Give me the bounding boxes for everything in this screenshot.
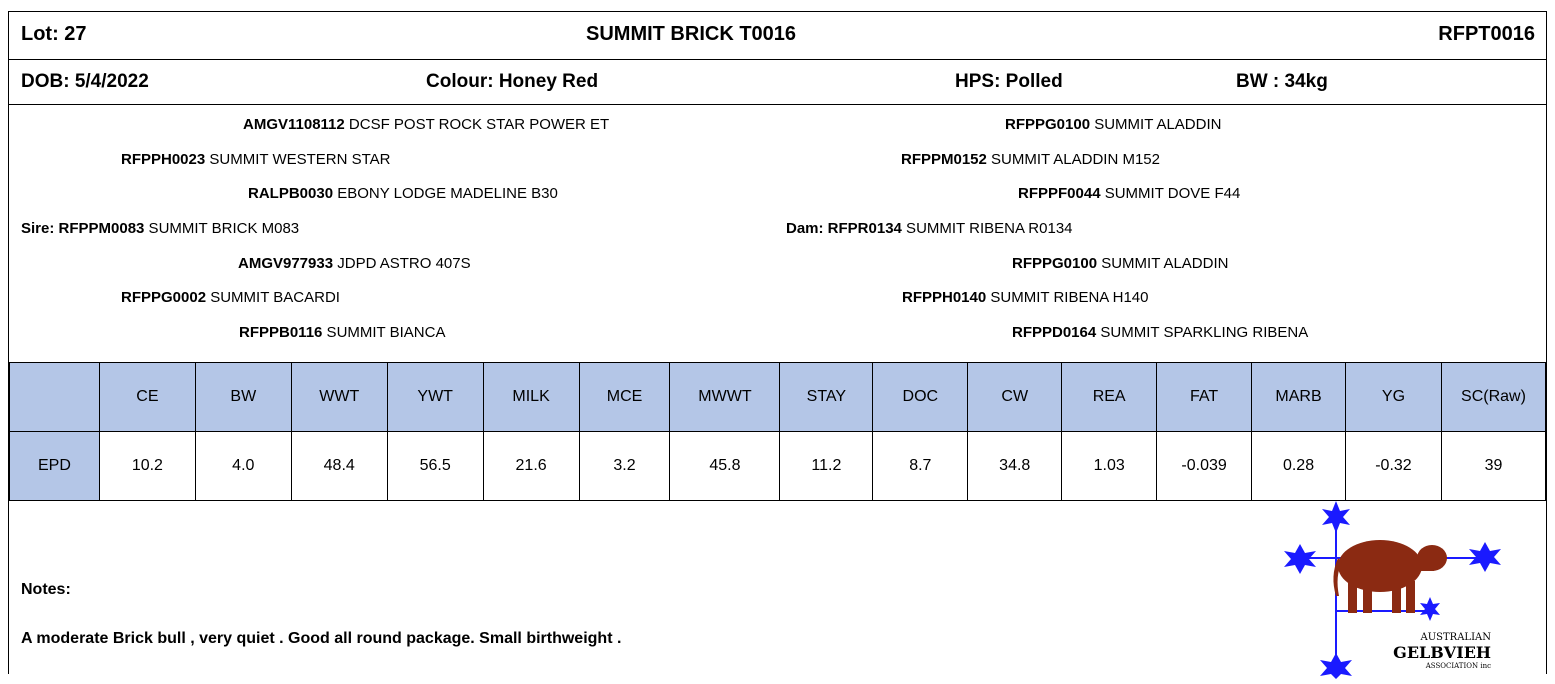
pedigree-sire-dam-dam: RFPPB0116 SUMMIT BIANCA	[239, 324, 446, 341]
epd-header-cell: STAY	[780, 363, 873, 432]
epd-value-cell: -0.039	[1157, 432, 1252, 501]
pedigree-dam-dam-sire: RFPPG0100 SUMMIT ALADDIN	[1012, 255, 1229, 272]
epd-value-cell: 21.6	[483, 432, 579, 501]
epd-value-cell: 34.8	[968, 432, 1062, 501]
epd-value-row	[10, 432, 1546, 501]
title-row	[9, 12, 1546, 60]
epd-header-cell: MWWT	[670, 363, 780, 432]
pedigree-dam: Dam: RFPR0134 SUMMIT RIBENA R0134	[786, 220, 1073, 237]
logo-line3: ASSOCIATION inc	[1425, 662, 1491, 670]
epd-value-cell: 3.2	[579, 432, 670, 501]
epd-header-cell: YG	[1346, 363, 1442, 432]
epd-value-cell: 48.4	[291, 432, 387, 501]
dob: DOB: 5/4/2022	[21, 71, 149, 92]
logo-line1: AUSTRALIAN	[1420, 632, 1491, 643]
epd-value-cell: -0.32	[1346, 432, 1442, 501]
epd-value-cell: 11.2	[780, 432, 873, 501]
notes-text: A moderate Brick bull , very quiet . Good all round package. Small birthweight .	[21, 630, 622, 647]
pedigree-sire-dam-sire: AMGV977933 JDPD ASTRO 407S	[238, 255, 471, 272]
epd-header-cell: REA	[1062, 363, 1157, 432]
pedigree-dam-sire: RFPPM0152 SUMMIT ALADDIN M152	[901, 151, 1160, 168]
pedigree-dam-sire-sire: RFPPG0100 SUMMIT ALADDIN	[1005, 116, 1222, 133]
pedigree-sire: Sire: RFPPM0083 SUMMIT BRICK M083	[21, 220, 300, 237]
pedigree-sire-sire: RFPPH0023 SUMMIT WESTERN STAR	[121, 151, 391, 168]
epd-header-cell: MCE	[579, 363, 670, 432]
epd-table	[9, 362, 1546, 501]
notes-label: Notes:	[21, 581, 71, 598]
epd-header-cell: YWT	[387, 363, 483, 432]
epd-header-cell: SC(Raw)	[1441, 363, 1545, 432]
epd-value-cell: 56.5	[387, 432, 483, 501]
epd-header-cell	[10, 363, 100, 432]
lot-number: Lot: 27	[21, 23, 87, 45]
epd-header-cell: MARB	[1252, 363, 1346, 432]
epd-value-cell: 10.2	[99, 432, 195, 501]
animal-ident: RFPT0016	[1438, 23, 1535, 45]
epd-value-cell: 8.7	[873, 432, 968, 501]
epd-value-cell: 45.8	[670, 432, 780, 501]
epd-header-cell: CE	[99, 363, 195, 432]
epd-header-cell: CW	[968, 363, 1062, 432]
pedigree-dam-sire-dam: RFPPF0044 SUMMIT DOVE F44	[1018, 185, 1241, 202]
birth-weight: BW : 34kg	[1236, 71, 1328, 92]
pedigree-sire-dam: RFPPG0002 SUMMIT BACARDI	[121, 289, 340, 306]
gelbvieh-logo	[1280, 496, 1502, 679]
epd-header-cell: BW	[195, 363, 291, 432]
epd-value-cell: 4.0	[195, 432, 291, 501]
pedigree-sire-sire-dam: RALPB0030 EBONY LODGE MADELINE B30	[248, 185, 558, 202]
animal-name: SUMMIT BRICK T0016	[586, 23, 797, 45]
pedigree-sire-sire-sire: AMGV1108112 DCSF POST ROCK STAR POWER ET	[243, 116, 610, 133]
gelbvieh-logo-graphic	[1280, 496, 1502, 679]
epd-value-cell: 1.03	[1062, 432, 1157, 501]
epd-value-cell: 39	[1441, 432, 1545, 501]
info-row	[9, 60, 1546, 105]
epd-header-cell: WWT	[291, 363, 387, 432]
epd-value-cell: 0.28	[1252, 432, 1346, 501]
epd-header-cell: MILK	[483, 363, 579, 432]
colour: Colour: Honey Red	[426, 71, 599, 92]
epd-header-cell: FAT	[1157, 363, 1252, 432]
epd-row-label: EPD	[10, 432, 100, 501]
lot-sheet	[8, 11, 1547, 674]
epd-header-row	[10, 363, 1546, 432]
logo-line2: GELBVIEH	[1393, 643, 1491, 662]
epd-header-cell: DOC	[873, 363, 968, 432]
pedigree-dam-dam-dam: RFPPD0164 SUMMIT SPARKLING RIBENA	[1012, 324, 1309, 341]
hps: HPS: Polled	[955, 71, 1063, 92]
pedigree-dam-dam: RFPPH0140 SUMMIT RIBENA H140	[902, 289, 1149, 306]
